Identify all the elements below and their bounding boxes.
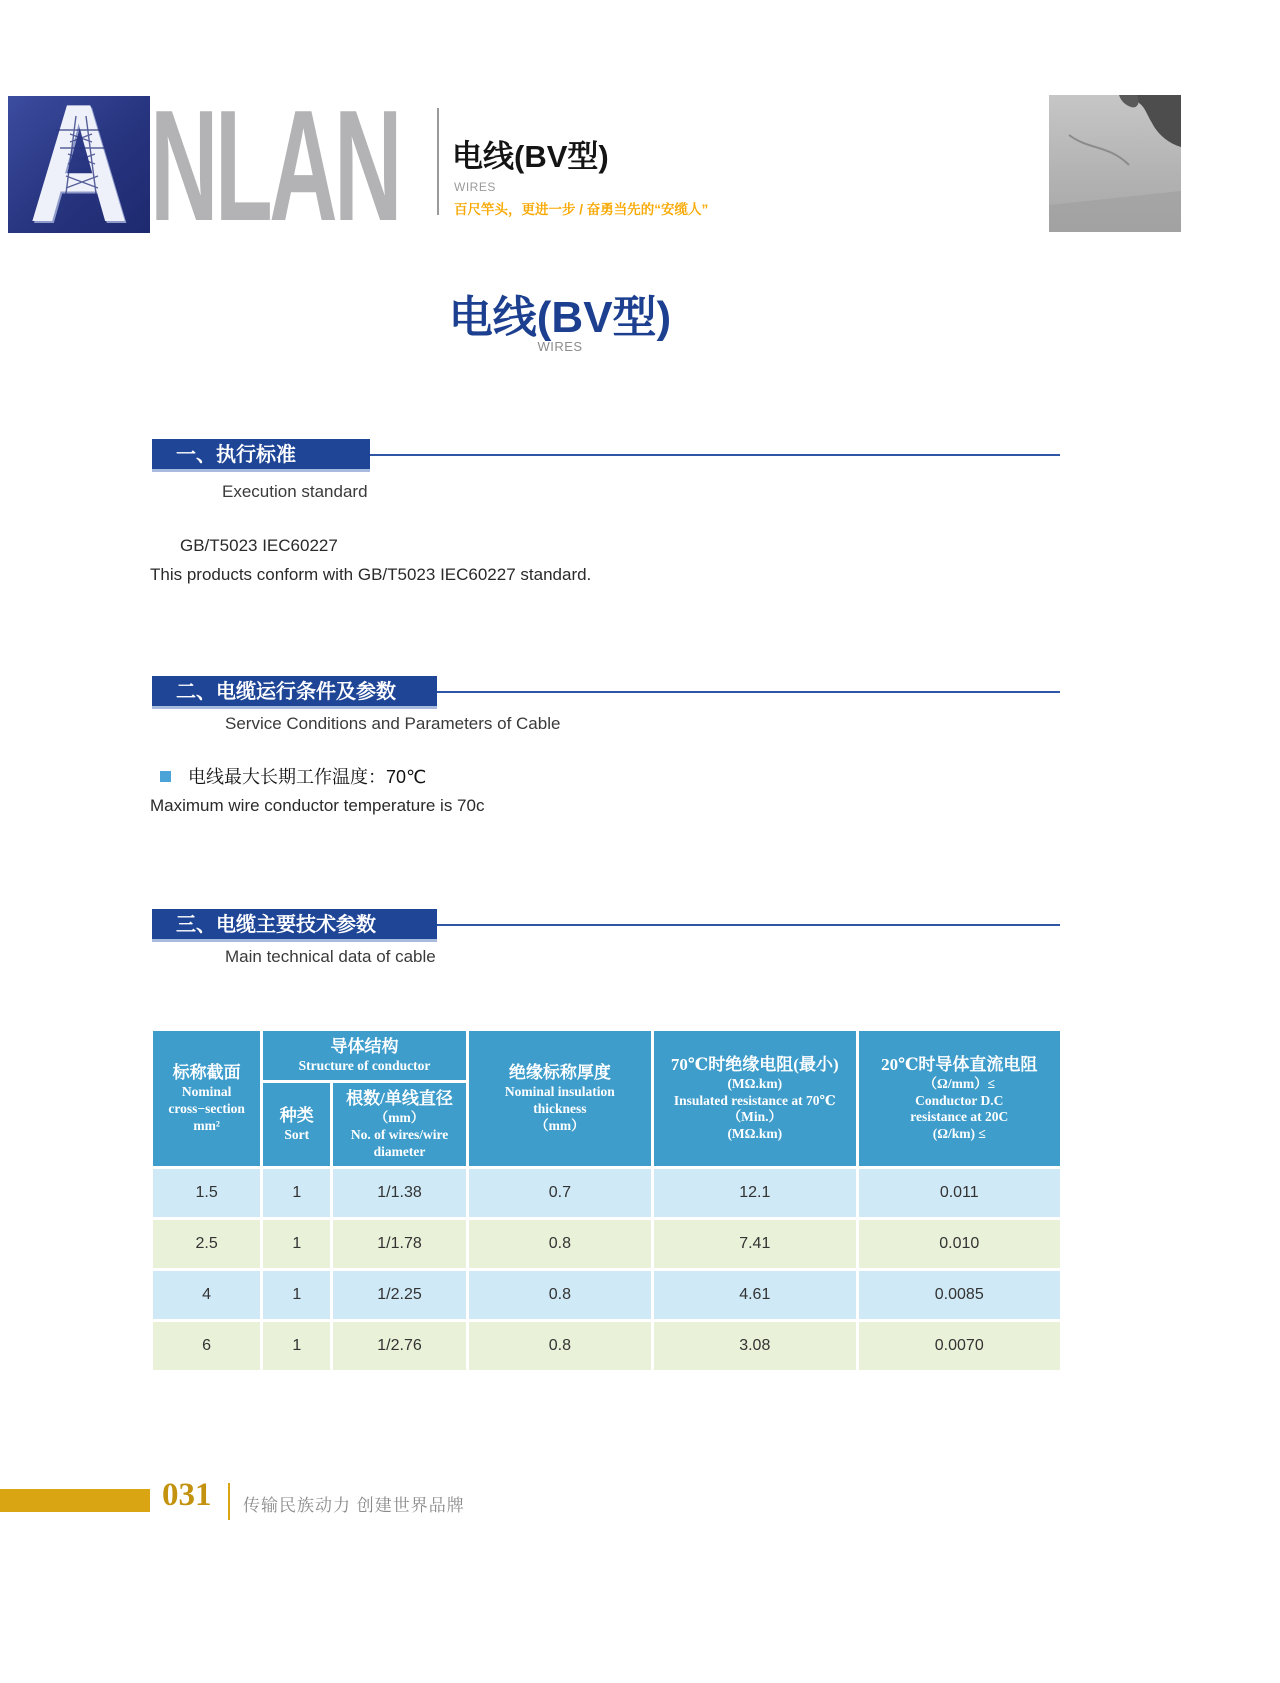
table-cell: 0.011 <box>859 1169 1061 1217</box>
standard-codes: GB/T5023 IEC60227 <box>180 536 338 555</box>
table-cell: 4 <box>153 1271 260 1319</box>
section1-rule <box>370 454 1060 456</box>
bullet-square-icon <box>160 771 171 782</box>
logo-letters-nlan: NLAN <box>150 78 399 255</box>
table-cell: 1 <box>263 1169 330 1217</box>
max-temperature-en: Maximum wire conductor temperature is 70c <box>150 796 485 815</box>
table-cell: 3.08 <box>654 1322 855 1370</box>
col-header-structure-of-conductor: 导体结构 Structure of conductor <box>263 1031 465 1080</box>
col-header-sort: 种类 Sort <box>263 1083 330 1166</box>
table-cell: 12.1 <box>654 1169 855 1217</box>
table-cell: 0.8 <box>469 1271 651 1319</box>
table-cell: 1/1.38 <box>333 1169 465 1217</box>
page-title: 电线(BV型) <box>448 293 672 342</box>
table-cell: 0.0085 <box>859 1271 1061 1319</box>
table-cell: 1 <box>263 1220 330 1268</box>
table-row <box>153 1271 1060 1319</box>
col-header-insulation-resistance: 70℃时绝缘电阻(最小) (MΩ.km) Insulated resistance at 70℃ （Min.） (MΩ.km) <box>654 1031 855 1166</box>
standard-statement: This products conform with GB/T5023 IEC60227 standard. <box>150 565 592 584</box>
header-tagline: 百尺竿头，更进一步 / 奋勇当先的“安缆人” <box>454 202 709 217</box>
section2-heading: 二、电缆运行条件及参数 <box>152 676 437 709</box>
col-header-nominal-cross-section: 标称截面 Nominal cross−section mm² <box>153 1031 260 1166</box>
table-cell: 0.0070 <box>859 1322 1061 1370</box>
col-header-wires-diameter: 根数/单线直径 （mm） No. of wires/wire diameter <box>333 1083 465 1166</box>
table-cell: 4.61 <box>654 1271 855 1319</box>
header-divider <box>437 108 439 215</box>
section2-subheading: Service Conditions and Parameters of Cable <box>225 714 561 733</box>
header-product-title: 电线(BV型) <box>452 139 609 174</box>
corner-map-image <box>1049 95 1181 232</box>
table-cell: 1/2.25 <box>333 1271 465 1319</box>
col-header-dc-resistance: 20℃时导体直流电阻 （Ω/mm）≤ Conductor D.C resistance at 20C (Ω/km) ≤ <box>859 1031 1061 1166</box>
table-cell: 6 <box>153 1322 260 1370</box>
max-temperature-zh: 电线最大长期工作温度：70℃ <box>188 767 427 787</box>
section3-heading: 三、电缆主要技术参数 <box>152 909 437 942</box>
table-cell: 2.5 <box>153 1220 260 1268</box>
page-number: 031 <box>162 1477 212 1513</box>
technical-data-table <box>150 1028 1063 1373</box>
table-cell: 0.7 <box>469 1169 651 1217</box>
section1-heading: 一、执行标准 <box>152 439 370 472</box>
transmission-tower-icon <box>46 114 116 214</box>
table-cell: 0.010 <box>859 1220 1061 1268</box>
map-graphic <box>1049 95 1181 232</box>
footer-gold-bar <box>0 1489 150 1512</box>
page-subtitle: WIRES <box>537 339 583 354</box>
col-header-insulation-thickness: 绝缘标称厚度 Nominal insulation thickness （mm） <box>469 1031 651 1166</box>
section1-subheading: Execution standard <box>222 482 368 501</box>
table-cell: 1.5 <box>153 1169 260 1217</box>
section3-rule <box>437 924 1060 926</box>
anlan-logo-mark <box>8 96 150 233</box>
table-cell: 0.8 <box>469 1322 651 1370</box>
footer-divider <box>228 1483 230 1520</box>
table-row <box>153 1169 1060 1217</box>
table-cell: 1 <box>263 1322 330 1370</box>
table-row <box>153 1322 1060 1370</box>
table-cell: 0.8 <box>469 1220 651 1268</box>
table-cell: 7.41 <box>654 1220 855 1268</box>
header-product-subtitle: WIRES <box>454 180 496 194</box>
table-cell: 1/2.76 <box>333 1322 465 1370</box>
table-cell: 1/1.78 <box>333 1220 465 1268</box>
section2-rule <box>437 691 1060 693</box>
table-row <box>153 1220 1060 1268</box>
logo-letter-a: A <box>29 96 129 233</box>
table-cell: 1 <box>263 1271 330 1319</box>
section3-subheading: Main technical data of cable <box>225 947 436 966</box>
footer-tagline: 传输民族动力 创建世界品牌 <box>243 1496 465 1515</box>
